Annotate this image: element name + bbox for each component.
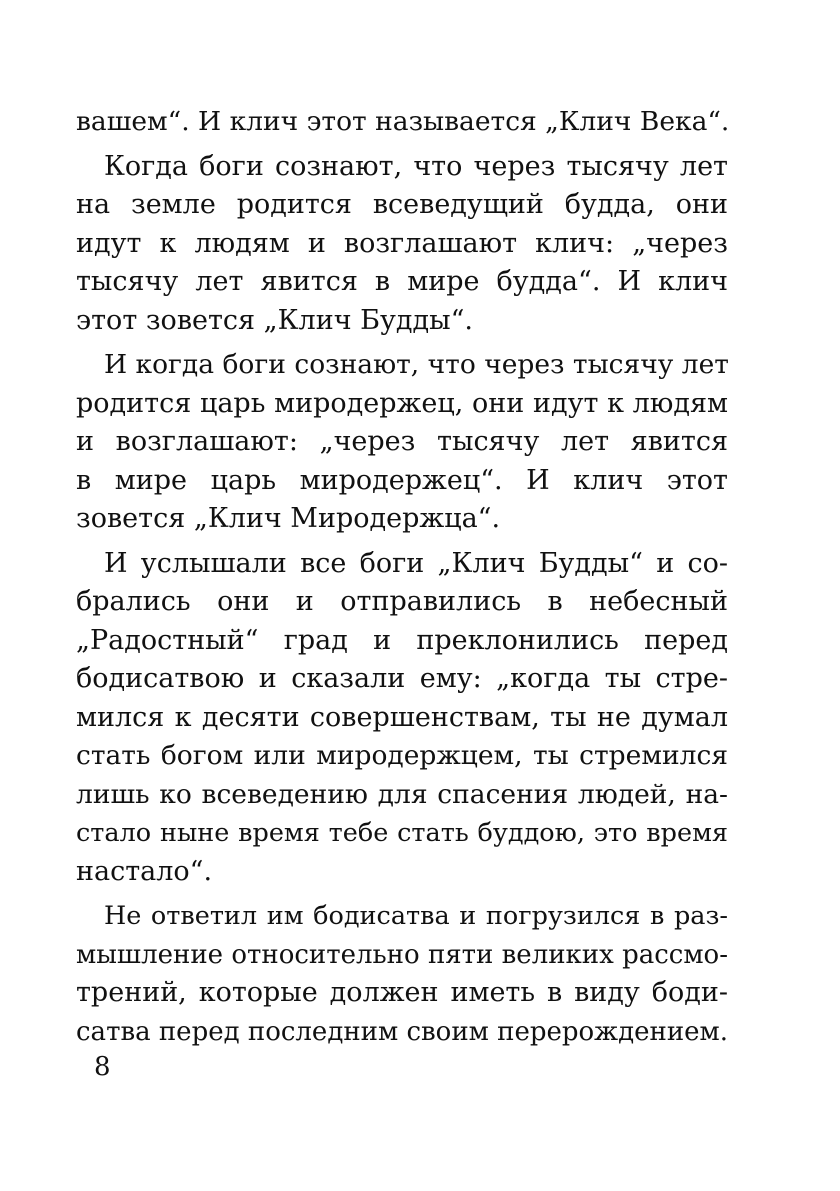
text-line: сатва перед последним своим перерождением.	[76, 1016, 729, 1047]
text-line: на земле родится всеведущий будда, они	[76, 189, 728, 220]
text-line: стать богом или миродержцем, ты стремился	[76, 740, 728, 771]
text-line: брались они и отправились в небесный	[76, 586, 728, 617]
text-line: родится царь миродержец, они идут к людям	[76, 387, 728, 419]
paragraph-3	[76, 346, 728, 539]
text-line: тысячу лет явится в мире будда“. И клич	[76, 266, 728, 297]
text-line: Не ответил им бодисатва и погрузился в раз-	[104, 901, 728, 931]
text-line: мышление относительно пяти великих рассмо-	[76, 939, 728, 970]
text-line: стало ныне время тебе стать буддою, это время	[76, 818, 728, 848]
text-line: И услышали все боги „Клич Будды“ и со-	[104, 547, 728, 579]
page-number: 8	[94, 1052, 111, 1082]
text-line: идут к людям и возглашают клич: „через	[76, 227, 728, 259]
text-line: лишь ко всеведению для спасения людей, на-	[76, 778, 728, 810]
text-line: зовется „Клич Миродержца“.	[76, 503, 501, 534]
text-line: „Радостный“ град и преклонились перед	[76, 624, 728, 656]
text-line: И когда боги сознают, что через тысячу лет	[104, 349, 729, 380]
text-line: Когда боги сознают, что через тысячу лет	[104, 150, 728, 182]
text-line: мился к десяти совершенствам, ты не думал	[76, 701, 728, 733]
text-line: трений, которые должен иметь в виду боди-	[76, 977, 728, 1008]
text-line: бодисатвою и сказали ему: „когда ты стре-	[76, 663, 728, 694]
text-line: настало“.	[76, 855, 213, 887]
paragraph-5	[76, 897, 728, 1051]
text-line: этот зовется „Клич Будды“.	[76, 304, 473, 336]
paragraph-2	[76, 148, 728, 341]
text-line: в мире царь миродержец“. И клич этот	[76, 464, 728, 496]
paragraph-1	[76, 103, 728, 142]
text-line: вашем“. И клич этот называется „Клич Века“.	[76, 106, 730, 137]
text-body	[76, 103, 728, 1103]
text-line: и возглашают: „через тысячу лет явится	[76, 426, 728, 457]
paragraph-4	[76, 545, 728, 892]
